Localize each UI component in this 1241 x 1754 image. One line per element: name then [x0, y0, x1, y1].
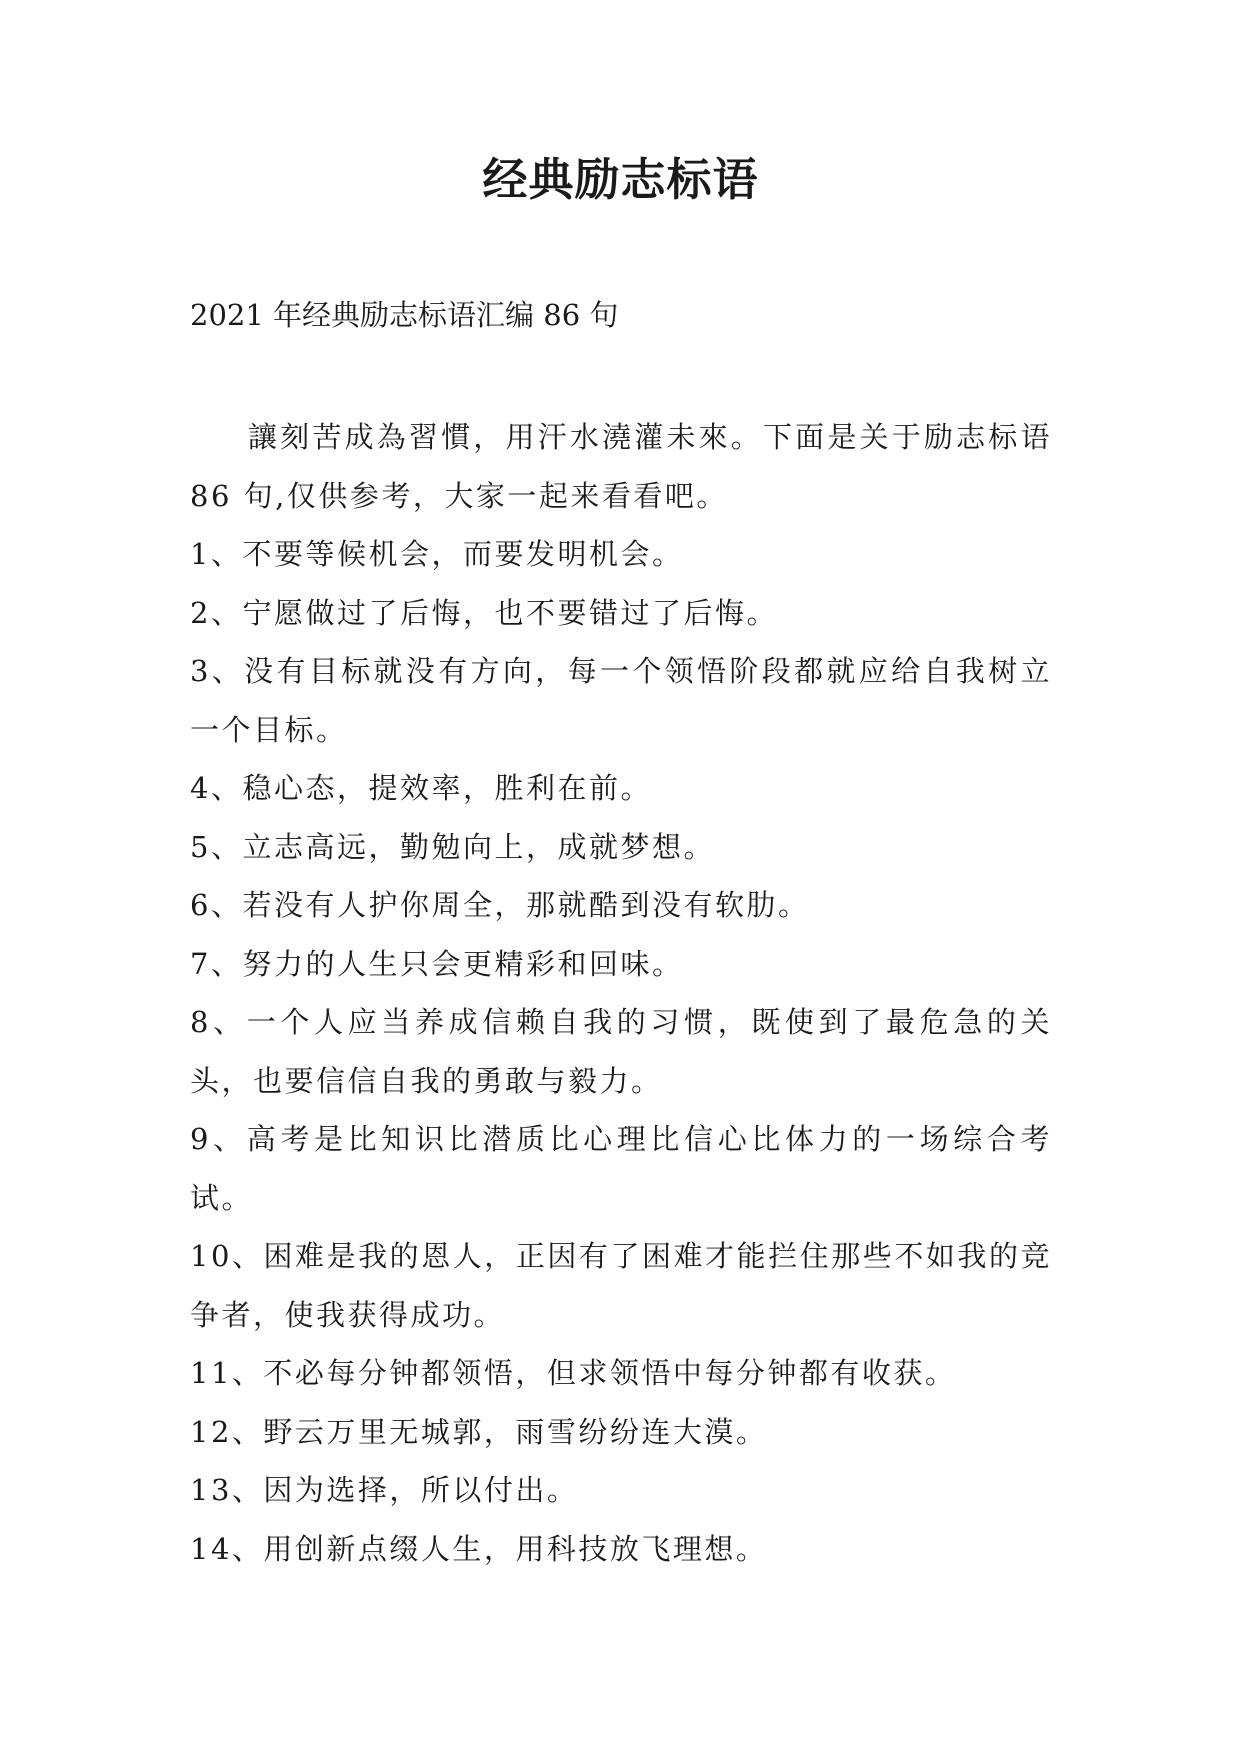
- slogan-item: 12、野云万里无城郭，雨雪纷纷连大漠。: [190, 1414, 768, 1449]
- slogan-item: 10、困难是我的恩人，正因有了困难才能拦住那些不如我的竞争者，使我获得成功。: [190, 1239, 1052, 1332]
- intro-paragraph: 讓刻苦成為習慣，用汗水澆灌未來。下面是关于励志标语 86 句,仅供参考，大家一起来看看吧。: [190, 420, 1052, 513]
- document-body: [190, 408, 1052, 1578]
- slogan-item: 2、宁愿做过了后悔，也不要错过了后悔。: [190, 595, 778, 630]
- slogan-item: 14、用创新点缀人生，用科技放飞理想。: [190, 1531, 768, 1566]
- slogan-item: 6、若没有人护你周全，那就酷到没有软肋。: [190, 888, 810, 922]
- document-subtitle: 2021 年经典励志标语汇编 86 句: [190, 298, 619, 332]
- slogan-item: 13、因为选择，所以付出。: [190, 1473, 579, 1507]
- slogan-item: 8、一个人应当养成信赖自我的习惯，既使到了最危急的关头，也要信信自我的勇敢与毅力。: [190, 1005, 1052, 1098]
- slogan-item: 9、高考是比知识比潜质比心理比信心比体力的一场综合考试。: [190, 1122, 1052, 1215]
- slogan-item: 11、不必每分钟都领悟，但求领悟中每分钟都有收获。: [190, 1356, 957, 1390]
- slogan-item: 3、没有目标就没有方向，每一个领悟阶段都就应给自我树立一个目标。: [190, 654, 1052, 747]
- slogan-item: 4、稳心态，提效率，胜利在前。: [190, 771, 652, 805]
- slogan-item: 5、立志高远，勤勉向上，成就梦想。: [190, 829, 715, 864]
- slogan-item: 1、不要等候机会，而要发明机会。: [190, 537, 684, 571]
- slogan-item: 7、努力的人生只会更精彩和回味。: [190, 946, 684, 981]
- document-title: 经典励志标语: [482, 153, 759, 206]
